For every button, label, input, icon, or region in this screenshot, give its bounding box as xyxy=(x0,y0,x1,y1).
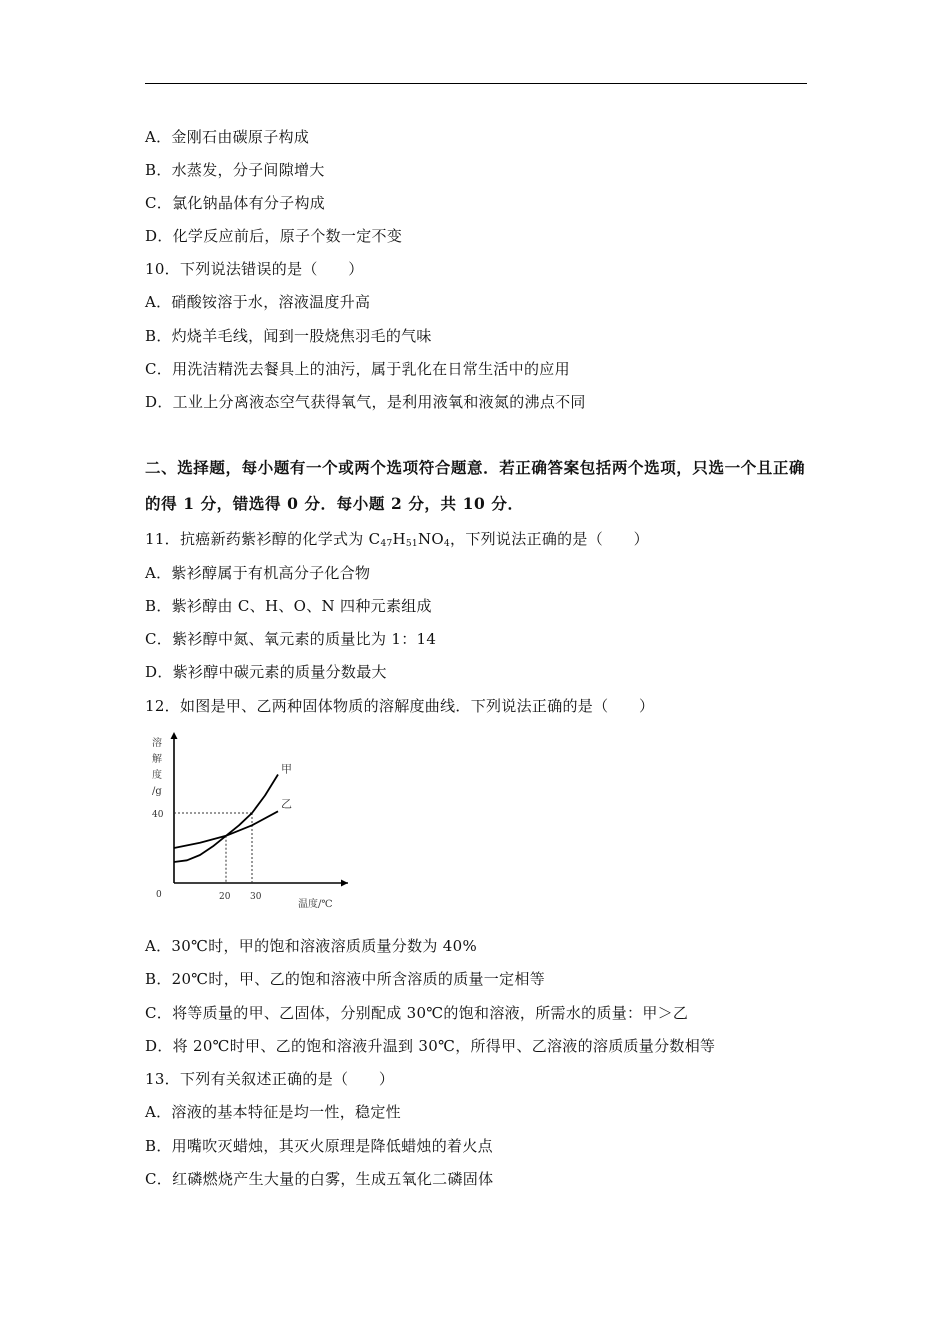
x-axis-label: 温度/℃ xyxy=(298,899,333,910)
q12-option-d: D．将 20℃时甲、乙的饱和溶液升温到 30℃，所得甲、乙溶液的溶质质量分数相等 xyxy=(145,1037,716,1055)
q9-option-d: D．化学反应前后，原子个数一定不变 xyxy=(145,227,403,245)
q9-option-a: A．金刚石由碳原子构成 xyxy=(145,128,310,146)
q12-option-b: B．20℃时，甲、乙的饱和溶液中所含溶质的质量一定相等 xyxy=(145,970,545,988)
y-axis-label-char-1: 解 xyxy=(152,754,162,765)
q10-stem: 10．下列说法错误的是（ ） xyxy=(145,260,364,278)
q10-option-b: B．灼烧羊毛线，闻到一股烧焦羽毛的气味 xyxy=(145,327,432,345)
q10-option-a: A．硝酸铵溶于水，溶液温度升高 xyxy=(145,293,371,311)
q9-option-b: B．水蒸发，分子间隙增大 xyxy=(145,161,325,179)
series-label-jia: 甲 xyxy=(281,762,292,776)
q10-option-d: D．工业上分离液态空气获得氧气，是利用液氧和液氮的沸点不同 xyxy=(145,393,586,411)
header-rule xyxy=(145,83,807,84)
q12-option-a: A．30℃时，甲的饱和溶液溶质质量分数为 40% xyxy=(145,937,478,955)
q12-stem: 12．如图是甲、乙两种固体物质的溶解度曲线．下列说法正确的是（ ） xyxy=(145,697,655,715)
solubility-chart xyxy=(148,728,358,913)
x-tick-label-30: 30 xyxy=(250,892,262,902)
q13-option-c: C．红磷燃烧产生大量的白雾，生成五氧化二磷固体 xyxy=(145,1170,494,1188)
x-tick-label-20: 20 xyxy=(219,892,231,902)
y-axis-label-char-2: 度 xyxy=(152,770,162,781)
q11-option-c: C．紫衫醇中氮、氧元素的质量比为 1：14 xyxy=(145,630,437,648)
y-axis-arrow xyxy=(171,732,178,739)
q11-option-d: D．紫衫醇中碳元素的质量分数最大 xyxy=(145,663,387,681)
series-label-yi: 乙 xyxy=(281,797,292,811)
q11-option-b: B．紫衫醇由 C、H、O、N 四种元素组成 xyxy=(145,597,432,615)
q11-stem: 11．抗癌新药紫衫醇的化学式为 $C_{47}H_{51}NO_4$，下列说法正确的是（ ） xyxy=(145,530,649,549)
x-axis-arrow xyxy=(341,880,348,887)
q11-option-a: A．紫衫醇属于有机高分子化合物 xyxy=(145,564,371,582)
q9-option-c: C．氯化钠晶体有分子构成 xyxy=(145,194,326,212)
y-axis-label-char-0: 溶 xyxy=(152,738,162,749)
q13-option-b: B．用嘴吹灭蜡烛，其灭火原理是降低蜡烛的着火点 xyxy=(145,1137,493,1155)
q10-option-c: C．用洗洁精洗去餐具上的油污，属于乳化在日常生活中的应用 xyxy=(145,360,570,378)
section2-heading-line1: 二、选择题，每小题有一个或两个选项符合题意．若正确答案包括两个选项，只选一个且正确 xyxy=(145,458,806,477)
section2-heading-line2: 的得 1 分，错选得 0 分．每小题 2 分，共 10 分． xyxy=(145,494,524,513)
series-line-yi xyxy=(174,811,278,848)
y-tick-label-40: 40 xyxy=(152,810,164,820)
q13-option-a: A．溶液的基本特征是均一性，稳定性 xyxy=(145,1103,401,1121)
q13-stem: 13．下列有关叙述正确的是（ ） xyxy=(145,1070,395,1088)
y-axis-label-char-3: /g xyxy=(152,786,162,797)
y-tick-label-0: 0 xyxy=(156,890,162,900)
q12-option-c: C．将等质量的甲、乙固体，分别配成 30℃的饱和溶液，所需水的质量：甲＞乙 xyxy=(145,1004,689,1022)
